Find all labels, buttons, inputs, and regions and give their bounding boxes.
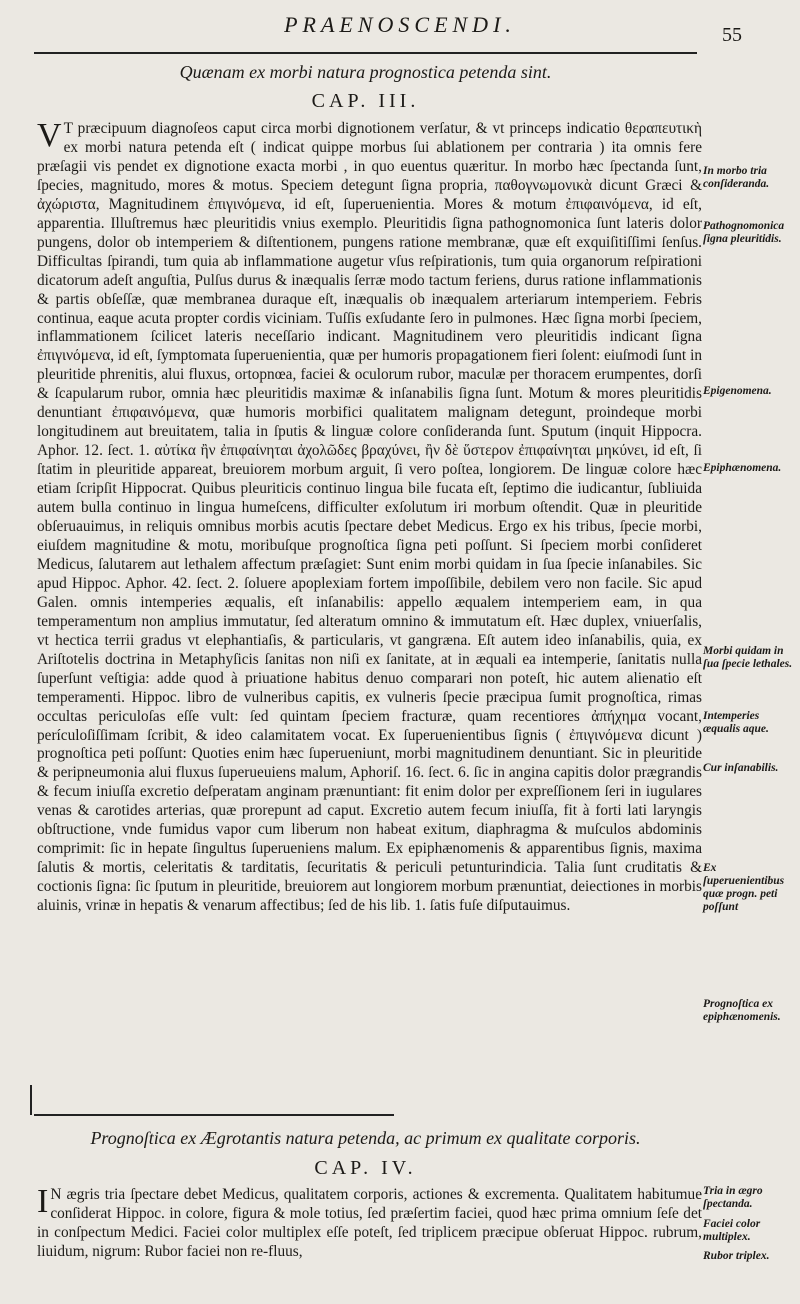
- section-title-2: Prognoſtica ex Ægrotantis natura petenda, ac primum ex qualitate corporis.: [90, 1128, 641, 1148]
- chapter-3-text: T præcipuum diagnoſeos caput circa morbi dignotionem verſatur, & vt princeps indicatio θεραπευτικὴ ex morbi natura petenda eſt ( indicat quippe morbus ſui ablationem per contraria ) ita omnis fere præſagii vis pendet ex dignotione exacta morbi , in quo euentus quæritur. In morbo hæc ſpectanda ſunt, ſpecies, magnitudo, mores & motus. Speciem detegunt ſigna propria, παθογνωμονικὰ dicunt Græci & ἀχώριστα, Magnitudinem ἐπιγινόμενα, id eſt, ſuperuenientia. Mores & motum ἐπιφαινόμενα, id eſt, apparentia. Illuſtremus hæc pleuritidis vnius exemplo. Pleuritidis ſigna pathognomonica ſunt lateris dolor pungens, dolor ob intemperiem & diſtentionem, pungens ratione membranæ, quæ eſt exquiſitiſſimi ſenſus. Difficultas ſpirandi, tum quia ab inflammatione augetur vſus reſpirationis, tum quia organorum reſpirationi dicatorum adeſt anguſtia, Pulſus durus & inæqualis ſerræ modo tactum feriens, durus ratione inflammationis & partis obſeſſæ, quæ membranea duraque eſt, inæqualis ob inæqualem arteriarum intemperiem. Febris continua, eaque acuta propter cordis viciniam. Tuſſis exſudante ſero in pulmones. Hæc ſigna morbi ſpeciem, inflammationem ſcilicet lateris neceſſario indicant. Magnitudinem vero pleuritidis indicant ſigna ἐπιγινόμενα, id eſt, ſymptomata ſuperuenientia, quæ per humoris propagationem fieri ſolent: eiuſmodi ſunt in pleuritide phrenitis, alui fluxus, ortopnœa, faciei & oculorum rubor, maculæ per thoracem erumpentes, dorſi & ſcapularum rubor, omnia hæc pleuritidis maximæ & inſanabilis ſigna ſunt. Motum & mores pleuritidis denuntiant ἐπιφαινόμενα, quæ humoris morbifici qualitatem malignam detegunt, proindeque morbi longitudinem aut breuitatem, talia in ſputis & linguæ colore conſideranda ſunt. Sputum (inquit Hippocra. Aphor. 12. ſect. 1. αὐτίκα ἢν ἐπιφαίνηται ἀχολῶδες βραχύνει, ἢν δὲ ὕστερον ἐπιφαίνηται μηκύνει, id eſt, ſi ſtatim in pleuritide appareat, breuiorem morbum arguit, ſi vero poſtea, longiorem. De linguæ colore hæc etiam ſcripſit Hippocrat. Quibus pleuriticis continuo lingua bile fucata eſt, ſeptimo die iudicantur, ſubliuida autem bulla continuo in lingua humeſcens, difficulter exſolutum iri morbum oſtendit. Quæ in pleuritide obſeruauimus, in reliquis omnibus morbis acutis ſpectare debet Medicus. Ergo ex his tribus, ſpecie morbi, eiuſdem magnitudine & motu, moribuſque prognoſtica ſigna peti poſſunt. Si ſpeciem morbi conſideret Medicus, ſalutarem aut lethalem affectum præſagiet: Sunt enim morbi quidam in ſua ſpecie inſanabiles. Sic apud Hippoc. Aphor. 42. ſect. 2. ſoluere apoplexiam fortem impoſſibile, debilem vero non facile. Sic apud Galen. omnis intemperies æqualis, eſt inſanabilis: appello æqualem intemperiem eam, in qua temperamentum non amplius immutatur, ſed alteratum omnino & immutatum eſt. Hæc duplex, vniuerſalis, vt hectica terrii gradus vt elephantiaſis, & particularis, vt gangræna. Eſt autem ideo inſanabilis, quia, ex Ariſtotelis doctrina in Metaphyſicis ſanitas non niſi ex ſanitate, at in æquali ea intemperie, ſanitatis nulla ſuperſunt veſtigia: adde quod à priuatione habitus denuo comparari non poteſt, hic autem alienatio eſt temperamenti. Hippoc. libro de vulneribus capitis, ex vulneris ſpecie præcipua ſumit prognoſtica, rimas occultas periculoſas eſſe vult: ſed quintam ſpeciem fracturæ, quam recentiores ἀπήχημα vocant, perículoſiſſimam ſcribit, & ideo calamitatem vocat. Ex ſuperuenientibus ſignis ( ἐπιγινόμενα dicunt ) prognoſtica peti poſſunt: Quoties enim hæc ſuperueniunt, morbi magnitudinem denuntiant. Sic in pleuritide & peripneumonia alui fluxus ſuperueuiens malum, Aphoriſ. 16. ſect. 6. ſic in angina capitis dolor prægrandis & fecum iniuſſa excretio deſperatam anginam prænuntiant: fit enim dolor per expreſſionem ſeri in iugulares venas & carotides arterias, quæ prorepunt ad caput. Excretio autem fecum iniuſſa, fit à forti lati laryngis obſtructione, vnde fumidus vapor cum liberum non habeat exitum, diaphragma & muſculos abdominis comprimit: ſic in hepate ſingultus ſuperueniens malum. Ex epiphænomenis & apparentibus ſignis, maxima ſalutis & mortis, celeritatis & tarditatis, ſecuritatis & periculi petunturindicia. Talia ſunt cruditatis & coctionis ſigna: ſic ſputum in pleuritide, breuiorem aut longiorem morbum prænuntiat, deiectiones in morbis aluinis, vrinæ in hepatis & venarum affectibus; ſed de his lib. 1. ſatis fuſe diſputauimus.: [37, 120, 702, 915]
- page-number: 55: [722, 24, 742, 46]
- margin-note: Morbi quidam in ſua ſpecie lethales.: [703, 645, 793, 670]
- chapter-4-body: [37, 1183, 702, 1296]
- section-title-1: Quænam ex morbi natura prognostica petenda sint.: [179, 62, 552, 82]
- end-bracket: [30, 1085, 32, 1115]
- margin-note: Intemperies æqualis aque.: [703, 710, 769, 735]
- chapter-heading-4: CAP. IV.: [314, 1157, 417, 1179]
- chapter-heading-3: CAP. III.: [311, 90, 420, 112]
- drop-capital: V: [37, 117, 62, 154]
- section-end-rule: [34, 1114, 394, 1116]
- margin-note: Ex ſuperuenientibus quæ progn. peti poſſunt: [703, 862, 785, 913]
- margin-note: Rubor triplex.: [703, 1250, 770, 1262]
- chapter-4-text: N ægris tria ſpectare debet Medicus, qualitatem corporis, actiones & excrementa. Qualitatem habitumue conſiderat Hippoc. in colore, figura & mole totius, ſed præſertim faciei, quod hæc prima omnium ſeſe det in conſpectum Medici. Faciei color multiplex eſſe poteſt, ſed triplicem præcipue obſeruat Hippoc. rubrum, liuidum, nigrum: Rubor faciei non re-fluus,: [37, 1186, 702, 1260]
- margin-note: Faciei color multiplex.: [703, 1218, 761, 1243]
- margin-note: Cur inſanabilis.: [703, 762, 779, 774]
- drop-capital-2: I: [37, 1183, 49, 1220]
- margin-note: Prognoſtica ex epiphænomenis.: [703, 998, 781, 1023]
- margin-note: Epigenomena.: [703, 385, 772, 397]
- header-rule: [34, 52, 697, 54]
- running-title: PRAENOSCENDI.: [284, 12, 516, 37]
- margin-note: Epiphænomena.: [703, 462, 782, 474]
- margin-note: Tria in ægro ſpectanda.: [703, 1185, 763, 1210]
- margin-note: Pathognomonica ſigna pleuritidis.: [703, 220, 785, 245]
- chapter-3-body: [37, 117, 702, 1110]
- margin-note: In morbo tria conſideranda.: [703, 165, 770, 190]
